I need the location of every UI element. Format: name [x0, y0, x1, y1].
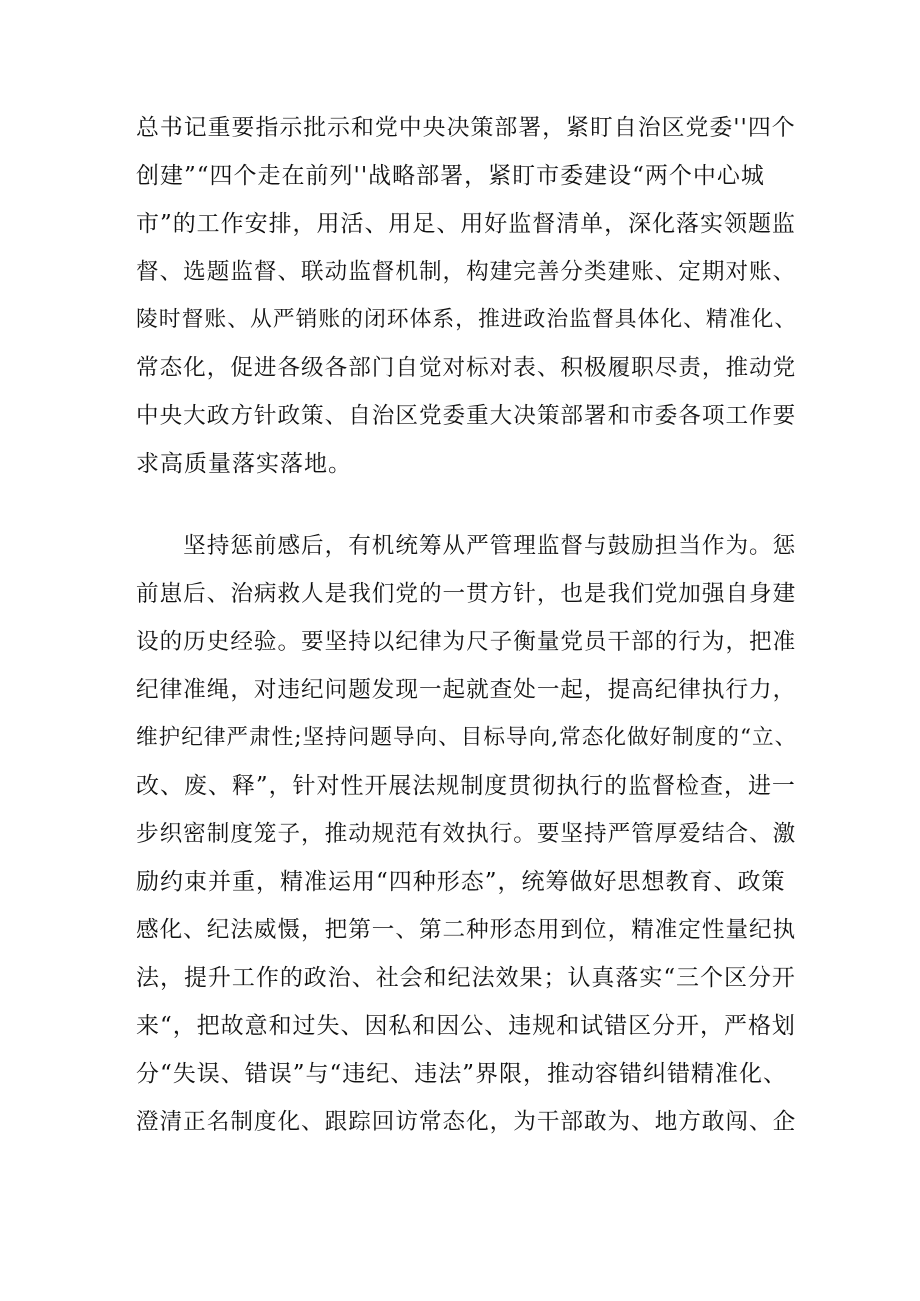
text-line: 创建”“四个走在前列''战略部署，紧盯市委建设“两个中心城 — [136, 163, 765, 189]
text-line: 分“失误、错误”与“违纪、违法”界限，推动容错纠错精准化、 — [136, 1061, 788, 1087]
paragraph-1 — [136, 104, 796, 488]
text-line: 中央大政方针政策、自治区党委重大决策部署和市委各项工作要 — [136, 403, 797, 429]
text-line: 改、废、释”，针对性开展法规制度贯彻执行的监督检查，进一 — [136, 773, 796, 799]
text-line: 总书记重要指示批示和党中央决策部署，紧盯自治区党委''四个 — [136, 115, 796, 141]
text-line: 来“，把故意和过失、因私和因公、违规和试错区分开，严格划 — [136, 1013, 796, 1039]
text-line: 纪律准绳，对违纪问题发现一起就查处一起，提高纪律执行力， — [136, 677, 797, 703]
text-line: 常态化，促进各级各部门自觉对标对表、积极履职尽责，推动党 — [136, 355, 797, 381]
text-line: 澄清正名制度化、跟踪回访常态化，为干部敢为、地方敢闯、企 — [136, 1109, 797, 1135]
paragraph-2 — [136, 522, 796, 1146]
text-line: 感化、纪法威慑，把第一、第二种形态用到位，精准定性量纪执 — [136, 917, 797, 943]
text-line: 坚持惩前感后，有机统筹从严管理监督与鼓励担当作为。惩 — [136, 533, 797, 559]
text-line: 市”的工作安排，用活、用足、用好监督清单，深化落实领题监 — [136, 211, 796, 237]
text-line: 法，提升工作的政治、社会和纪法效果；认真落实“三个区分开 — [136, 965, 796, 991]
text-line: 励约束并重，精准运用“四种形态”，统筹做好思想教育、政策 — [136, 869, 786, 895]
text-line: 维护纪律严肃性;坚持问题导向、目标导向,常态化做好制度的“立、 — [136, 725, 798, 750]
text-line: 督、选题监督、联动监督机制，构建完善分类建账、定期对账、 — [136, 259, 797, 285]
text-line: 陵时督账、从严销账的闭环体系，推进政治监督具体化、精准化、 — [136, 307, 798, 332]
text-line: 前崽后、治病救人是我们党的一贯方针，也是我们党加强自身建 — [136, 581, 797, 607]
text-line: 设的历史经验。要坚持以纪律为尺子衡量党员干部的行为，把准 — [136, 629, 797, 655]
text-line: 步织密制度笼子，推动规范有效执行。要坚持严管厚爱结合、激 — [136, 821, 797, 847]
text-line: 求高质量落实落地。 — [136, 451, 352, 477]
